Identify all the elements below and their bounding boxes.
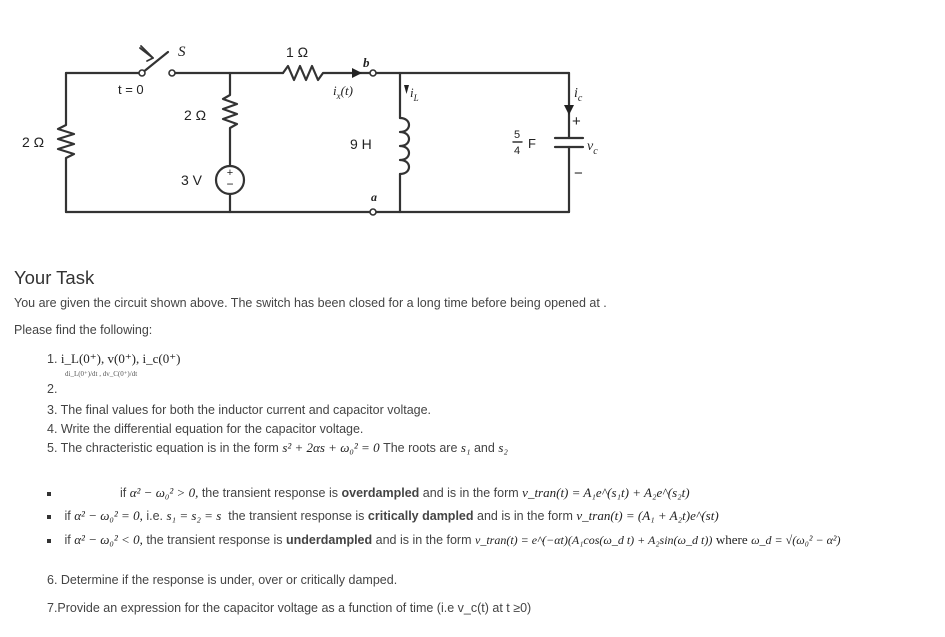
ic-label: $i_c$ [574, 86, 583, 104]
task-intro: You are given the circuit shown above. The switch has been closed for a long time before being opened at . [14, 296, 607, 310]
switch-contact-left [139, 70, 145, 76]
item-4: 4. Write the differential equation for the capacitor voltage. [47, 422, 364, 436]
node-a-label: a [371, 190, 377, 204]
source-label: 3 V [181, 172, 203, 188]
resistor-mid-label: 2 Ω [184, 107, 207, 123]
item-7: 7.Provide an expression for the capacitor voltage as a function of time (i.e v_c(t) at t ≥0) [47, 601, 532, 615]
cap-unit: F [528, 136, 536, 151]
left-resistor-wire [58, 73, 74, 212]
vc-plus: + [572, 113, 581, 130]
source-plus: + [226, 167, 234, 179]
bullet-icon [47, 539, 51, 543]
bullet-overdamped: if α² − ω₀² > 0, the transient response is overdampled and is in the form v_tran(t) = A₁e^(s₁t) + A₂e^(s₂t) [47, 485, 690, 501]
item-5: 5. The chracteristic equation is in the form s² + 2αs + ω₀² = 0 The roots are s₁ and s₂ [47, 440, 508, 455]
bullet-critically-damped: if α² − ω₀² = 0, i.e. s₁ = s₂ = s the transient response is critically dampled and is in the form v_tran(t) = (A₁ + A₂t)e^(st) [47, 508, 719, 524]
bullet-icon [47, 515, 51, 519]
inductor-label: 9 H [350, 136, 372, 152]
source-minus: − [226, 177, 234, 191]
switch-label: S [178, 44, 186, 60]
vc-minus: − [574, 165, 583, 182]
node-b-label: b [363, 55, 370, 70]
switch-time-label: t = 0 [118, 82, 144, 97]
item-6: 6. Determine if the response is under, over or critically damped. [47, 573, 398, 587]
node-a-terminal [370, 209, 376, 215]
item-1: 1. i_L(0⁺), v(0⁺), i_c(0⁺) [47, 351, 181, 366]
ix-label: $i_x(t)$ [333, 83, 353, 101]
switch-blade [142, 52, 168, 73]
task-please: Please find the following: [14, 323, 153, 337]
circuit-diagram [0, 0, 945, 235]
cap-num: 5 [514, 129, 521, 141]
item-2-formula: di_L(0⁺)/dt , dv_C(0⁺)/dt [65, 370, 138, 378]
mid-branch-wire [223, 73, 237, 165]
resistor-left-label: 2 Ω [22, 134, 45, 150]
bullet-icon [47, 492, 51, 496]
item-3: 3. The final values for both the inductor current and capacitor voltage. [47, 403, 432, 417]
cap-den: 4 [514, 145, 521, 157]
switch-contact-right [169, 70, 175, 76]
resistor-1ohm-label: 1 Ω [286, 44, 309, 60]
il-label: $i_L$ [410, 85, 419, 103]
vc-label: $v_c$ [587, 139, 598, 157]
il-arrow-icon [404, 85, 409, 94]
inductor-coil [400, 118, 409, 174]
task-heading: Your Task [14, 267, 95, 288]
node-b-terminal [370, 70, 376, 76]
ix-arrow-icon [352, 68, 362, 78]
bullet-underdamped: if α² − ω₀² < 0, the transient response is underdampled and is in the form v_tran(t) = e^(−αt)(A₁cos(ω_d t) + A₂sin(ω_d t)) where ω_d = √(ω₀² − α²) [47, 532, 840, 548]
